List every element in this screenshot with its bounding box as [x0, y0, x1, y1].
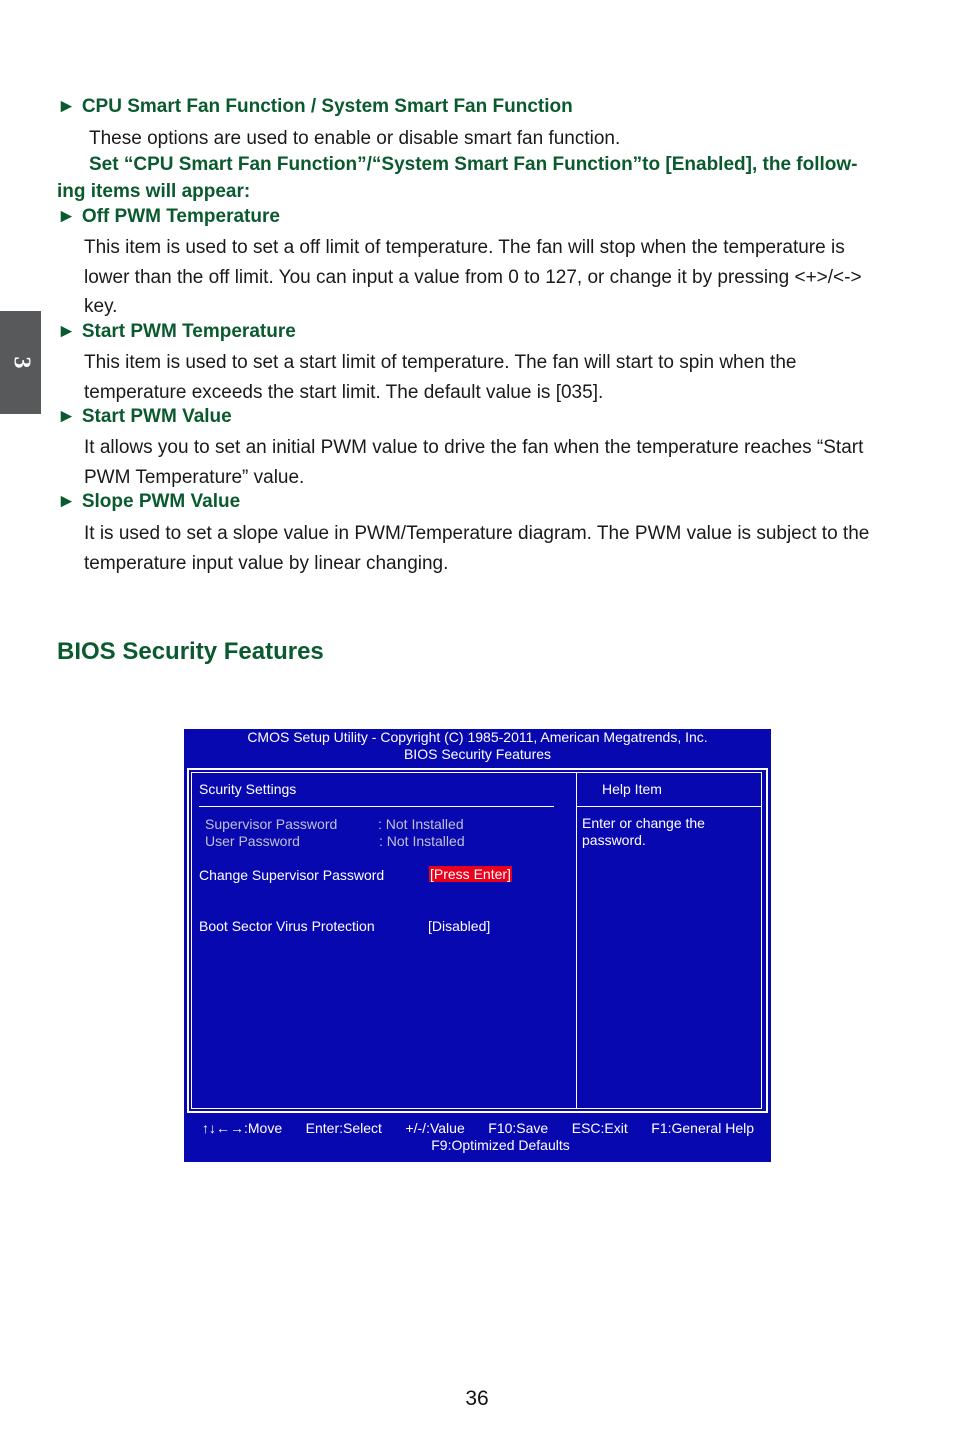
bios-page-title: BIOS Security Features — [403, 746, 552, 762]
heading-off-pwm-temperature: ► Off PWM Temperature — [57, 206, 280, 227]
key-select: Enter:Select — [305, 1120, 382, 1136]
bios-header — [184, 729, 771, 763]
fan-description: These options are used to enable or disable smart fan function. — [89, 128, 621, 149]
arrow-icon: ► — [57, 321, 76, 342]
key-save: F10:Save — [488, 1120, 549, 1136]
bios-settings-rule — [199, 806, 554, 807]
bios-panel — [191, 772, 762, 1109]
chapter-tab — [0, 311, 41, 414]
arrow-icon: ► — [57, 406, 76, 427]
arrow-icon: ► — [57, 491, 76, 512]
supervisor-password-status: : Not Installed — [378, 816, 464, 832]
heading-start-pwm-value: ► Start PWM Value — [57, 406, 232, 427]
slope-pwm-value-description: It is used to set a slope value in PWM/Temperature diagram. The PWM value is subject to the temperature input value by linear changing. — [84, 523, 870, 574]
change-supervisor-password-item[interactable]: Change Supervisor Password — [199, 867, 385, 883]
start-pwm-temperature-description: This item is used to set a start limit of temperature. The fan will start to spin when the temperature exceeds the start limit. The default value is [035]. — [84, 352, 797, 403]
bios-divider — [576, 773, 577, 1108]
key-optimized-defaults: F9:Optimized Defaults — [431, 1137, 570, 1153]
page-number: 36 — [465, 1387, 489, 1410]
heading-start-pwm-temperature: ► Start PWM Temperature — [57, 321, 296, 342]
boot-sector-virus-protection-value[interactable]: [Disabled] — [428, 918, 491, 934]
user-password-status: : Not Installed — [379, 833, 465, 849]
fan-note-line1: Set “CPU Smart Fan Function”/“System Smart Fan Function”to [Enabled], the follow- — [89, 154, 858, 175]
bios-copyright: CMOS Setup Utility - Copyright (C) 1985-2011, American Megatrends, Inc. — [247, 729, 708, 745]
help-item-rule — [577, 806, 761, 807]
change-supervisor-password-value[interactable]: [Press Enter] — [430, 866, 511, 882]
start-pwm-value-description: It allows you to set an initial PWM value to drive the fan when the temperature reaches “Start PWM Temperature” value. — [84, 437, 864, 488]
help-item-title: Help Item — [602, 781, 662, 797]
bios-frame — [187, 768, 768, 1113]
key-exit: ESC:Exit — [571, 1120, 628, 1136]
user-password-label: User Password — [205, 833, 300, 849]
bios-screen — [184, 729, 771, 1162]
fan-note-line2: ing items will appear: — [57, 181, 251, 202]
help-item-text: Enter or change the password. — [582, 815, 705, 848]
arrow-icon: ► — [57, 96, 76, 117]
off-pwm-description: This item is used to set a off limit of temperature. The fan will stop when the temperature is lower than the off limit. You can input a value from 0 to 127, or change it by pressing <+>/<-> key. — [84, 237, 862, 317]
chapter-number: 3 — [8, 356, 34, 369]
supervisor-password-label: Supervisor Password — [205, 816, 338, 832]
boot-sector-virus-protection-item[interactable]: Boot Sector Virus Protection — [199, 918, 375, 934]
key-move: ↑↓←→:Move — [202, 1120, 283, 1136]
key-general-help: F1:General Help — [651, 1120, 754, 1136]
bios-key-legend — [184, 1120, 771, 1154]
heading-cpu-smart-fan: ► CPU Smart Fan Function / System Smart Fan Function — [57, 96, 573, 117]
key-value: +/-/:Value — [405, 1120, 465, 1136]
bios-settings-title: Scurity Settings — [199, 781, 297, 797]
arrow-icon: ► — [57, 206, 76, 227]
heading-slope-pwm-value: ► Slope PWM Value — [57, 491, 241, 512]
section-title: BIOS Security Features — [57, 638, 324, 665]
